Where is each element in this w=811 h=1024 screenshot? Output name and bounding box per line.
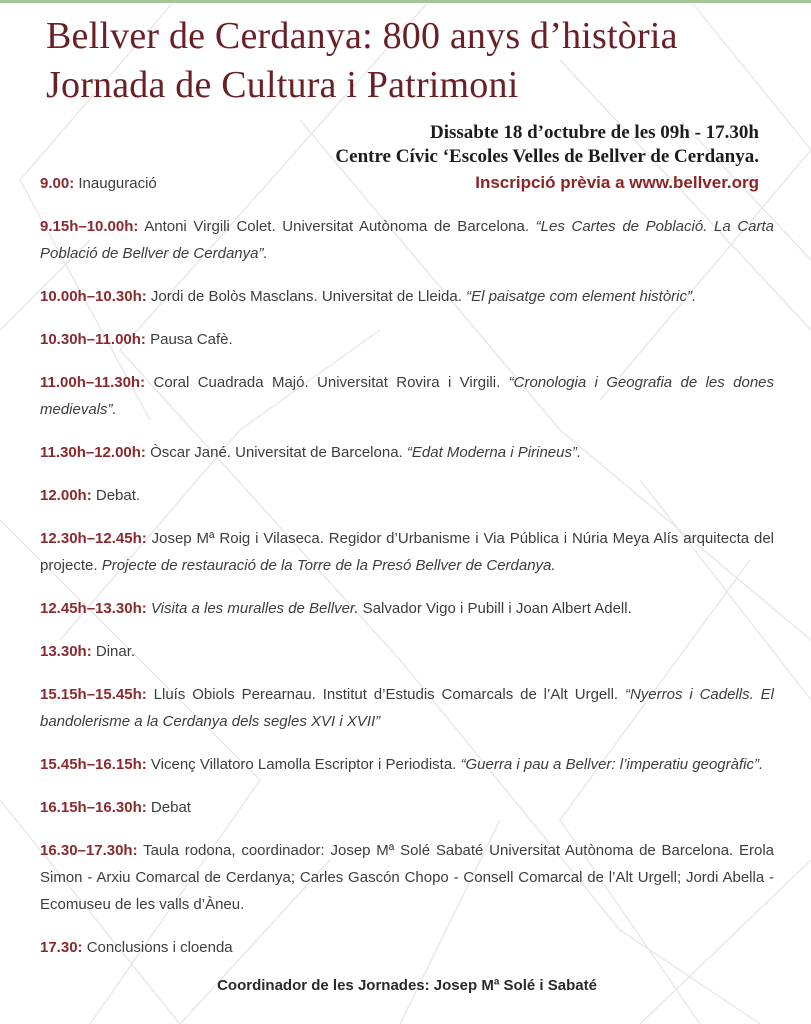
schedule-item (40, 934, 774, 961)
schedule-time: 9.00: (40, 175, 75, 192)
schedule-text: Dinar. (95, 643, 136, 660)
talk-title: “Nyerros i Cadells. El bandolerisme a la Cerdanya dels segles XVI i XVII” (40, 686, 774, 730)
schedule-item (40, 681, 774, 735)
schedule-item (40, 525, 774, 579)
page-title (46, 12, 811, 110)
schedule-text: Antoni Virgili Colet. Universitat Autònoma de Barcelona. (144, 218, 536, 235)
schedule-time: 12.45h–13.30h: (40, 600, 147, 617)
event-date: Dissabte 18 d’octubre de les 09h - 17.30h (430, 122, 759, 143)
schedule-time: 10.30h–11.00h: (40, 331, 146, 348)
schedule-time: 13.30h: (40, 643, 92, 660)
event-venue: Centre Cívic ‘Escoles Velles de Bellver de Cerdanya. (335, 146, 759, 167)
schedule-time: 17.30: (40, 939, 83, 956)
schedule-time: 16.30–17.30h: (40, 842, 138, 859)
talk-title: Visita a les muralles de Bellver. (150, 600, 359, 617)
schedule-item (40, 439, 774, 466)
title-line-2: Jornada de Cultura i Patrimoni (46, 64, 519, 106)
schedule-item (40, 638, 774, 665)
schedule-text: Conclusions i cloenda (86, 939, 233, 956)
schedule-text: Coral Cuadrada Majó. Universitat Rovira i Virgili. (153, 374, 509, 391)
schedule-text: Lluís Obiols Perearnau. Institut d’Estudis Comarcals de l’Alt Urgell. (153, 686, 625, 703)
schedule-item (40, 482, 774, 509)
schedule-text: Pausa Cafè. (150, 331, 233, 348)
top-green-bar (0, 0, 811, 3)
schedule-time: 10.00h–10.30h: (40, 288, 147, 305)
schedule-time: 11.30h–12.00h: (40, 444, 146, 461)
title-line-1: Bellver de Cerdanya: 800 anys d’història (46, 15, 678, 57)
talk-title: “El paisatge com element històric”. (466, 288, 697, 305)
talk-title: Projecte de restauració de la Torre de la Presó Bellver de Cerdanya. (101, 557, 556, 574)
schedule-item (40, 837, 774, 918)
schedule-item (40, 369, 774, 423)
schedule-time: 11.00h–11.30h: (40, 374, 146, 391)
schedule-time: 9.15h–10.00h: (40, 218, 139, 235)
schedule-item (40, 213, 774, 267)
schedule-time: 16.15h–16.30h: (40, 799, 147, 816)
schedule-time: 12.00h: (40, 487, 92, 504)
schedule-time: 15.45h–16.15h: (40, 756, 147, 773)
schedule-time: 12.30h–12.45h: (40, 530, 147, 547)
schedule-text: Debat. (95, 487, 141, 504)
event-info (335, 121, 759, 195)
schedule-time: 15.15h–15.45h: (40, 686, 147, 703)
schedule-text: Jordi de Bolòs Masclans. Universitat de Lleida. (150, 288, 467, 305)
schedule-item (40, 794, 774, 821)
schedule-text: Josep Mª Roig i Vilaseca. Regidor d’Urbanisme i Via Pública i Núria Meya Alís arquitecta del projecte. (40, 530, 775, 574)
talk-title: “Les Cartes de Població. La Carta Població de Bellver de Cerdanya”. (40, 218, 775, 262)
talk-title: “Cronologia i Geografia de les dones medievals”. (40, 374, 775, 418)
schedule-item (40, 595, 774, 622)
schedule-text: Taula rodona, coordinador: Josep Mª Solé Sabaté Universitat Autònoma de Barcelona. Erola Simon - Arxiu Comarcal de Cerdanya; Carles Gascón Chopo - Consell Comarcal de l’Alt Urgell; Jordi Abella - Ecomuseu de les valls d’Àneu. (40, 842, 774, 913)
coordinator-note: Coordinador de les Jornades: Josep Mª Solé i Sabaté (217, 977, 597, 994)
schedule-text: Salvador Vigo i Pubill i Joan Albert Adell. (358, 600, 632, 617)
schedule-text: Òscar Jané. Universitat de Barcelona. (150, 444, 407, 461)
schedule-list (40, 170, 774, 994)
talk-title: “Edat Moderna i Pirineus”. (406, 444, 582, 461)
schedule-text: Vicenç Villatoro Lamolla Escriptor i Periodista. (150, 756, 461, 773)
schedule-item (40, 283, 774, 310)
registration-link[interactable]: Inscripció prèvia a www.bellver.org (475, 173, 759, 192)
schedule-text: Debat (150, 799, 191, 816)
schedule-item (40, 326, 774, 353)
schedule-text: Inauguració (78, 175, 157, 192)
schedule-item (40, 751, 774, 778)
talk-title: “Guerra i pau a Bellver: l’imperatiu geogràfic”. (460, 756, 764, 773)
